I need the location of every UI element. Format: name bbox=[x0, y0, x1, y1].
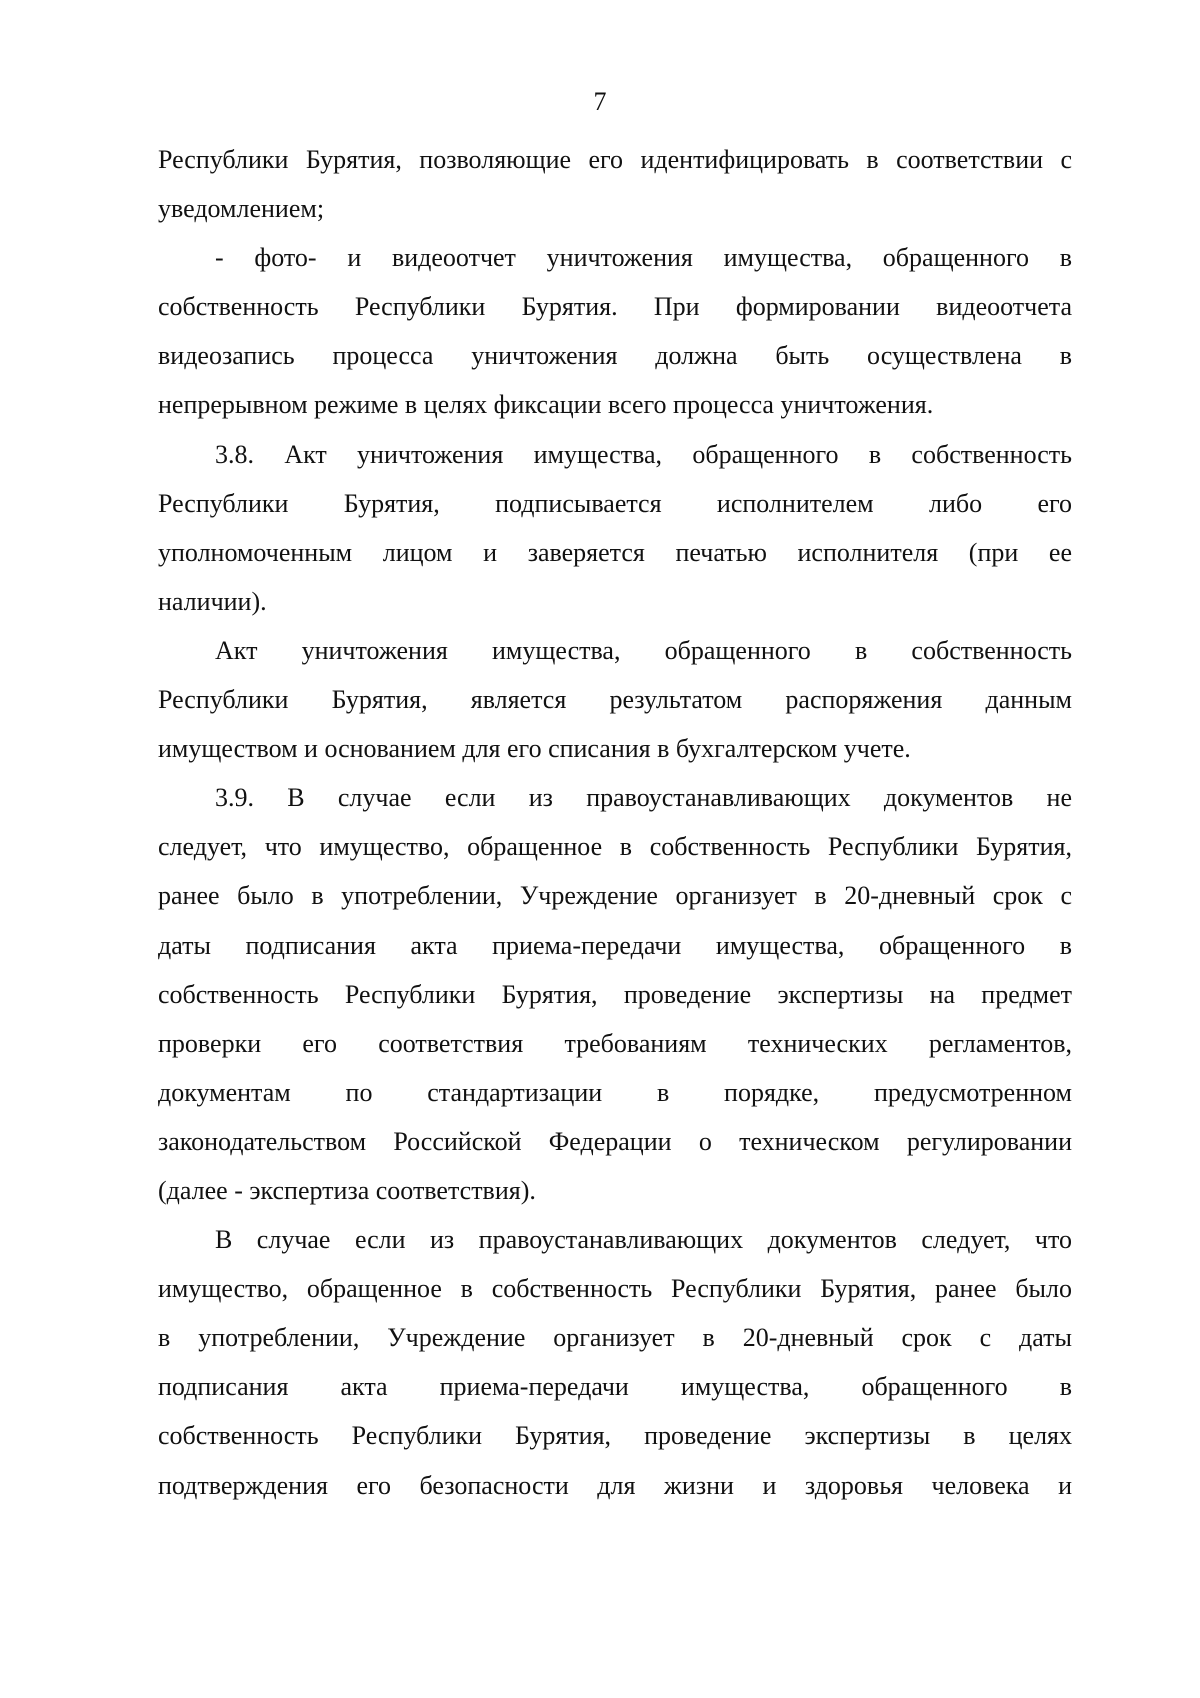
paragraph-first-line: - фото- и видеоотчет уничтожения имущества, обращенного в bbox=[215, 243, 1072, 273]
text-line: проверки его соответствия требованиям технических регламентов, bbox=[158, 1028, 1072, 1058]
text-line: уполномоченным лицом и заверяется печатью исполнителя (при ее bbox=[158, 537, 1072, 567]
text-line: собственность Республики Бурятия, проведение экспертизы в целях bbox=[158, 1421, 1072, 1451]
text-line: собственность Республики Бурятия. При формировании видеоотчета bbox=[158, 292, 1072, 322]
text-line: наличии). bbox=[158, 586, 267, 616]
text-line: ранее было в употреблении, Учреждение организует в 20-дневный срок с bbox=[158, 881, 1072, 911]
text-line: Республики Бурятия, является результатом распоряжения данным bbox=[158, 685, 1072, 715]
text-line: (далее - экспертиза соответствия). bbox=[158, 1175, 536, 1205]
text-line: уведомлением; bbox=[158, 194, 325, 224]
text-line: следует, что имущество, обращенное в собственность Республики Бурятия, bbox=[158, 832, 1072, 862]
text-line: подтверждения его безопасности для жизни и здоровья человека и bbox=[158, 1470, 1072, 1500]
text-line: в употреблении, Учреждение организует в 20-дневный срок с даты bbox=[158, 1323, 1072, 1353]
paragraph-first-line: 3.9. В случае если из правоустанавливающих документов не bbox=[215, 783, 1072, 813]
text-line: Республики Бурятия, подписывается исполнителем либо его bbox=[158, 488, 1072, 518]
text-line: непрерывном режиме в целях фиксации всего процесса уничтожения. bbox=[158, 390, 934, 420]
text-line: Республики Бурятия, позволяющие его идентифицировать в соответствии с bbox=[158, 145, 1072, 174]
page-number: 7 bbox=[593, 87, 607, 116]
text-line: законодательством Российской Федерации о техническом регулировании bbox=[158, 1126, 1072, 1156]
text-line: даты подписания акта приема-передачи имущества, обращенного в bbox=[158, 930, 1072, 960]
text-line: имущество, обращенное в собственность Республики Бурятия, ранее было bbox=[158, 1274, 1072, 1304]
document-body bbox=[158, 135, 1072, 1510]
paragraph-first-line: 3.8. Акт уничтожения имущества, обращенного в собственность bbox=[215, 439, 1072, 469]
text-line: видеозапись процесса уничтожения должна быть осуществлена в bbox=[158, 341, 1072, 371]
text-line: подписания акта приема-передачи имущества, обращенного в bbox=[158, 1372, 1072, 1402]
text-line: собственность Республики Бурятия, проведение экспертизы на предмет bbox=[158, 979, 1072, 1009]
text-line: имуществом и основанием для его списания в бухгалтерском учете. bbox=[158, 734, 911, 764]
text-line: документам по стандартизации в порядке, предусмотренном bbox=[158, 1077, 1072, 1107]
paragraph-first-line: В случае если из правоустанавливающих документов следует, что bbox=[215, 1225, 1072, 1255]
paragraph-first-line: Акт уничтожения имущества, обращенного в собственность bbox=[215, 635, 1072, 665]
